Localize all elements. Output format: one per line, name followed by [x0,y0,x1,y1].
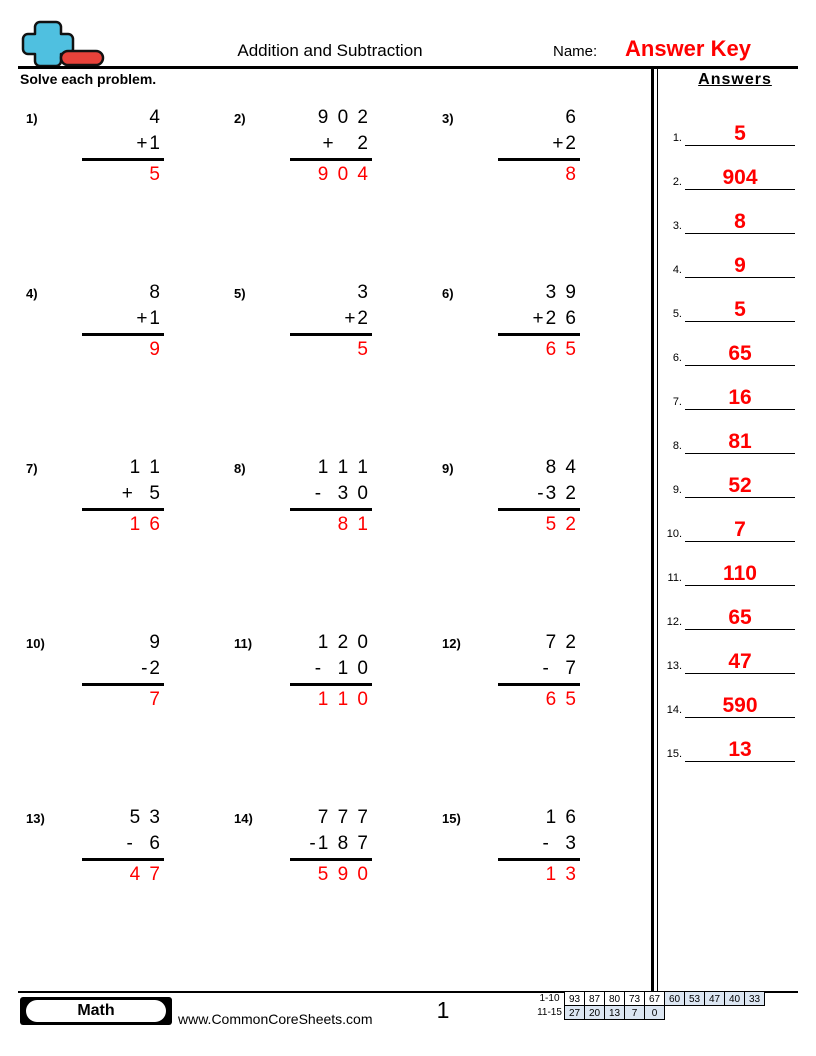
problem-stack [272,455,392,538]
problem-grid [0,105,650,980]
problem-number: 4) [26,286,38,301]
problem-bottom-operand: +2 6 [532,308,578,329]
answer-row [660,454,810,498]
problem-15[interactable] [430,805,630,915]
problem-number: 12) [442,636,461,651]
problem-top-operand: 1 2 0 [317,632,370,653]
score-table [534,991,765,1020]
problem-answer: 6 5 [545,339,578,360]
problem-stack [64,630,184,713]
problem-row [0,805,650,980]
problem-rule [82,158,164,161]
answer-value: 13 [728,738,752,761]
problem-top-operand: 5 3 [129,807,162,828]
score-cell: 67 [644,991,665,1006]
problem-rule [498,158,580,161]
problem-answer: 5 2 [545,514,578,535]
problem-bottom-operand: + 2 [322,133,370,154]
answer-value: 904 [722,166,758,189]
answer-value: 5 [734,122,746,145]
score-cell: 33 [744,991,765,1006]
problem-11[interactable] [222,630,422,740]
problem-stack [272,280,392,363]
problem-top-operand: 7 2 [545,632,578,653]
problem-9[interactable] [430,455,630,565]
problem-top-operand: 4 [149,107,162,128]
answer-value: 110 [723,562,757,585]
score-row-1-10 [534,991,765,1006]
problem-number: 7) [26,461,38,476]
problem-number: 8) [234,461,246,476]
problem-rule [82,858,164,861]
problem-stack [272,105,392,188]
instructions-text: Solve each problem. [20,71,157,87]
score-cell: 93 [564,991,585,1006]
math-badge-label: Math [26,1000,166,1022]
problem-rule [290,858,372,861]
problem-bottom-operand: - 3 0 [314,483,370,504]
answer-index: 1. [672,132,682,144]
problem-top-operand: 3 9 [545,282,578,303]
problem-top-operand: 6 [565,107,578,128]
answer-value: 16 [728,386,752,409]
answer-index: 12. [666,616,682,628]
answer-slot[interactable] [685,555,795,586]
problem-rule [498,858,580,861]
problem-top-operand: 8 4 [545,457,578,478]
problem-rule [290,158,372,161]
problem-4[interactable] [14,280,214,390]
problem-3[interactable] [430,105,630,215]
score-cell-empty [684,1005,705,1020]
answer-index: 11. [667,572,682,584]
problem-top-operand: 3 [357,282,370,303]
answer-index: 6. [672,352,682,364]
problem-number: 2) [234,111,246,126]
answer-index: 2. [672,176,682,188]
answer-index: 8. [672,440,682,452]
problem-top-operand: 1 1 [129,457,162,478]
answer-slot[interactable] [685,687,795,718]
problem-row [0,280,650,455]
answer-slot[interactable] [685,643,795,674]
problem-stack [480,630,600,713]
problem-answer: 1 1 0 [317,689,370,710]
problem-top-operand: 1 1 1 [317,457,370,478]
answer-slot[interactable] [685,335,795,366]
problem-answer: 5 [149,164,162,185]
answer-slot[interactable] [685,731,795,762]
problem-bottom-operand: -2 [141,658,162,679]
problem-number: 5) [234,286,246,301]
column-divider-thin [657,66,658,991]
problem-answer: 7 [149,689,162,710]
problem-1[interactable] [14,105,214,215]
problem-stack [64,105,184,188]
problem-row [0,455,650,630]
problem-answer: 5 9 0 [317,864,370,885]
problem-stack [480,455,600,538]
answer-list [660,102,810,762]
problem-2[interactable] [222,105,422,215]
problem-13[interactable] [14,805,214,915]
answer-slot[interactable] [685,511,795,542]
answer-index: 4. [672,264,682,276]
answer-value: 81 [728,430,752,453]
score-cell: 13 [604,1005,625,1020]
score-row-label: 1-10 [539,993,560,1004]
problem-6[interactable] [430,280,630,390]
answer-value: 590 [722,694,758,717]
problem-rule [82,683,164,686]
answer-row [660,542,810,586]
answer-row [660,630,810,674]
answer-slot[interactable] [685,379,795,410]
problem-bottom-operand: +2 [344,308,370,329]
score-row-label: 11-15 [537,1007,562,1018]
problem-answer: 4 7 [129,864,162,885]
site-url[interactable]: www.CommonCoreSheets.com [178,1011,373,1027]
score-cell: 87 [584,991,605,1006]
problem-top-operand: 7 7 7 [317,807,370,828]
answer-slot[interactable] [685,599,795,630]
answers-heading: Answers [698,71,772,88]
answer-value: 52 [728,474,752,497]
score-cell: 27 [564,1005,585,1020]
answer-index: 13. [666,660,682,672]
problem-bottom-operand: +2 [552,133,578,154]
problem-answer: 8 1 [337,514,370,535]
answer-index: 14. [666,704,682,716]
problem-rule [290,683,372,686]
problem-rule [498,333,580,336]
problem-answer: 9 [149,339,162,360]
problem-bottom-operand: +1 [136,133,162,154]
problem-8[interactable] [222,455,422,565]
score-row-11-15 [534,1005,765,1020]
answer-value: 9 [734,254,746,277]
answer-index: 9. [672,484,682,496]
answer-row [660,278,810,322]
problem-stack [272,630,392,713]
problem-number: 1) [26,111,38,126]
problem-rule [498,508,580,511]
problem-bottom-operand: -3 2 [537,483,578,504]
problem-row [0,630,650,805]
problem-number: 11) [234,636,253,651]
answer-row [660,366,810,410]
column-divider-thick [651,66,654,991]
problem-stack [480,280,600,363]
problem-bottom-operand: -1 8 7 [309,833,370,854]
problem-number: 10) [26,636,45,651]
score-cell: 53 [684,991,705,1006]
problem-bottom-operand: - 1 0 [314,658,370,679]
answer-row [660,102,810,146]
problem-rule [290,333,372,336]
problem-rule [82,333,164,336]
problem-stack [480,105,600,188]
problem-rule [82,508,164,511]
problem-answer: 5 [357,339,370,360]
score-cell: 20 [584,1005,605,1020]
answer-slot[interactable] [685,159,795,190]
name-value: Answer Key [625,36,751,61]
problem-12[interactable] [430,630,630,740]
problem-bottom-operand: +1 [136,308,162,329]
answer-slot[interactable] [685,203,795,234]
answer-value: 5 [734,298,746,321]
answer-row [660,146,810,190]
problem-answer: 1 6 [129,514,162,535]
problem-number: 6) [442,286,454,301]
score-cell-empty [704,1005,725,1020]
answer-row [660,674,810,718]
answer-slot[interactable] [685,423,795,454]
problem-stack [64,280,184,363]
problem-answer: 6 5 [545,689,578,710]
answer-row [660,322,810,366]
problem-stack [480,805,600,888]
score-cell: 40 [724,991,745,1006]
score-cell: 0 [644,1005,665,1020]
answer-row [660,234,810,278]
problem-7[interactable] [14,455,214,565]
score-cell: 7 [624,1005,645,1020]
problem-14[interactable] [222,805,422,915]
page-title: Addition and Subtraction [237,41,423,60]
answer-row [660,190,810,234]
problem-top-operand: 9 [149,632,162,653]
problem-10[interactable] [14,630,214,740]
answer-index: 15. [666,748,682,760]
problem-number: 9) [442,461,454,476]
answer-index: 10. [666,528,682,540]
answer-slot[interactable] [685,247,795,278]
answer-slot[interactable] [685,291,795,322]
score-cell-empty [744,1005,765,1020]
answer-value: 8 [734,210,746,233]
name-label: Name: [553,43,598,60]
problem-top-operand: 9 0 2 [317,107,370,128]
problem-stack [64,805,184,888]
answer-index: 5. [672,308,682,320]
problem-number: 15) [442,811,461,826]
problem-top-operand: 8 [149,282,162,303]
answer-row [660,586,810,630]
answer-value: 65 [728,342,752,365]
answer-value: 65 [728,606,752,629]
problem-number: 14) [234,811,253,826]
score-cell: 73 [624,991,645,1006]
problem-bottom-operand: - 3 [542,833,578,854]
problem-5[interactable] [222,280,422,390]
answer-value: 7 [734,518,746,541]
problem-rule [290,508,372,511]
answer-slot[interactable] [685,115,795,146]
answer-slot[interactable] [685,467,795,498]
page-number: 1 [436,997,450,1023]
answers-panel [660,66,810,762]
problem-bottom-operand: + 5 [121,483,162,504]
answer-row [660,498,810,542]
problem-top-operand: 1 6 [545,807,578,828]
plus-minus-logo-icon [18,18,110,68]
problem-row [0,105,650,280]
problem-stack [64,455,184,538]
problem-bottom-operand: - 7 [542,658,578,679]
score-cell: 47 [704,991,725,1006]
score-cell: 60 [664,991,685,1006]
problem-answer: 1 3 [545,864,578,885]
math-badge [20,997,172,1025]
score-cell: 80 [604,991,625,1006]
problem-bottom-operand: - 6 [126,833,162,854]
score-cell-empty [724,1005,745,1020]
problem-number: 13) [26,811,45,826]
problem-number: 3) [442,111,454,126]
answer-index: 3. [672,220,682,232]
answer-index: 7. [672,396,682,408]
answer-row [660,410,810,454]
problem-answer: 9 0 4 [317,164,370,185]
score-cell-empty [664,1005,685,1020]
problem-rule [498,683,580,686]
problem-stack [272,805,392,888]
answer-row [660,718,810,762]
answer-value: 47 [728,650,752,673]
problem-answer: 8 [565,164,578,185]
